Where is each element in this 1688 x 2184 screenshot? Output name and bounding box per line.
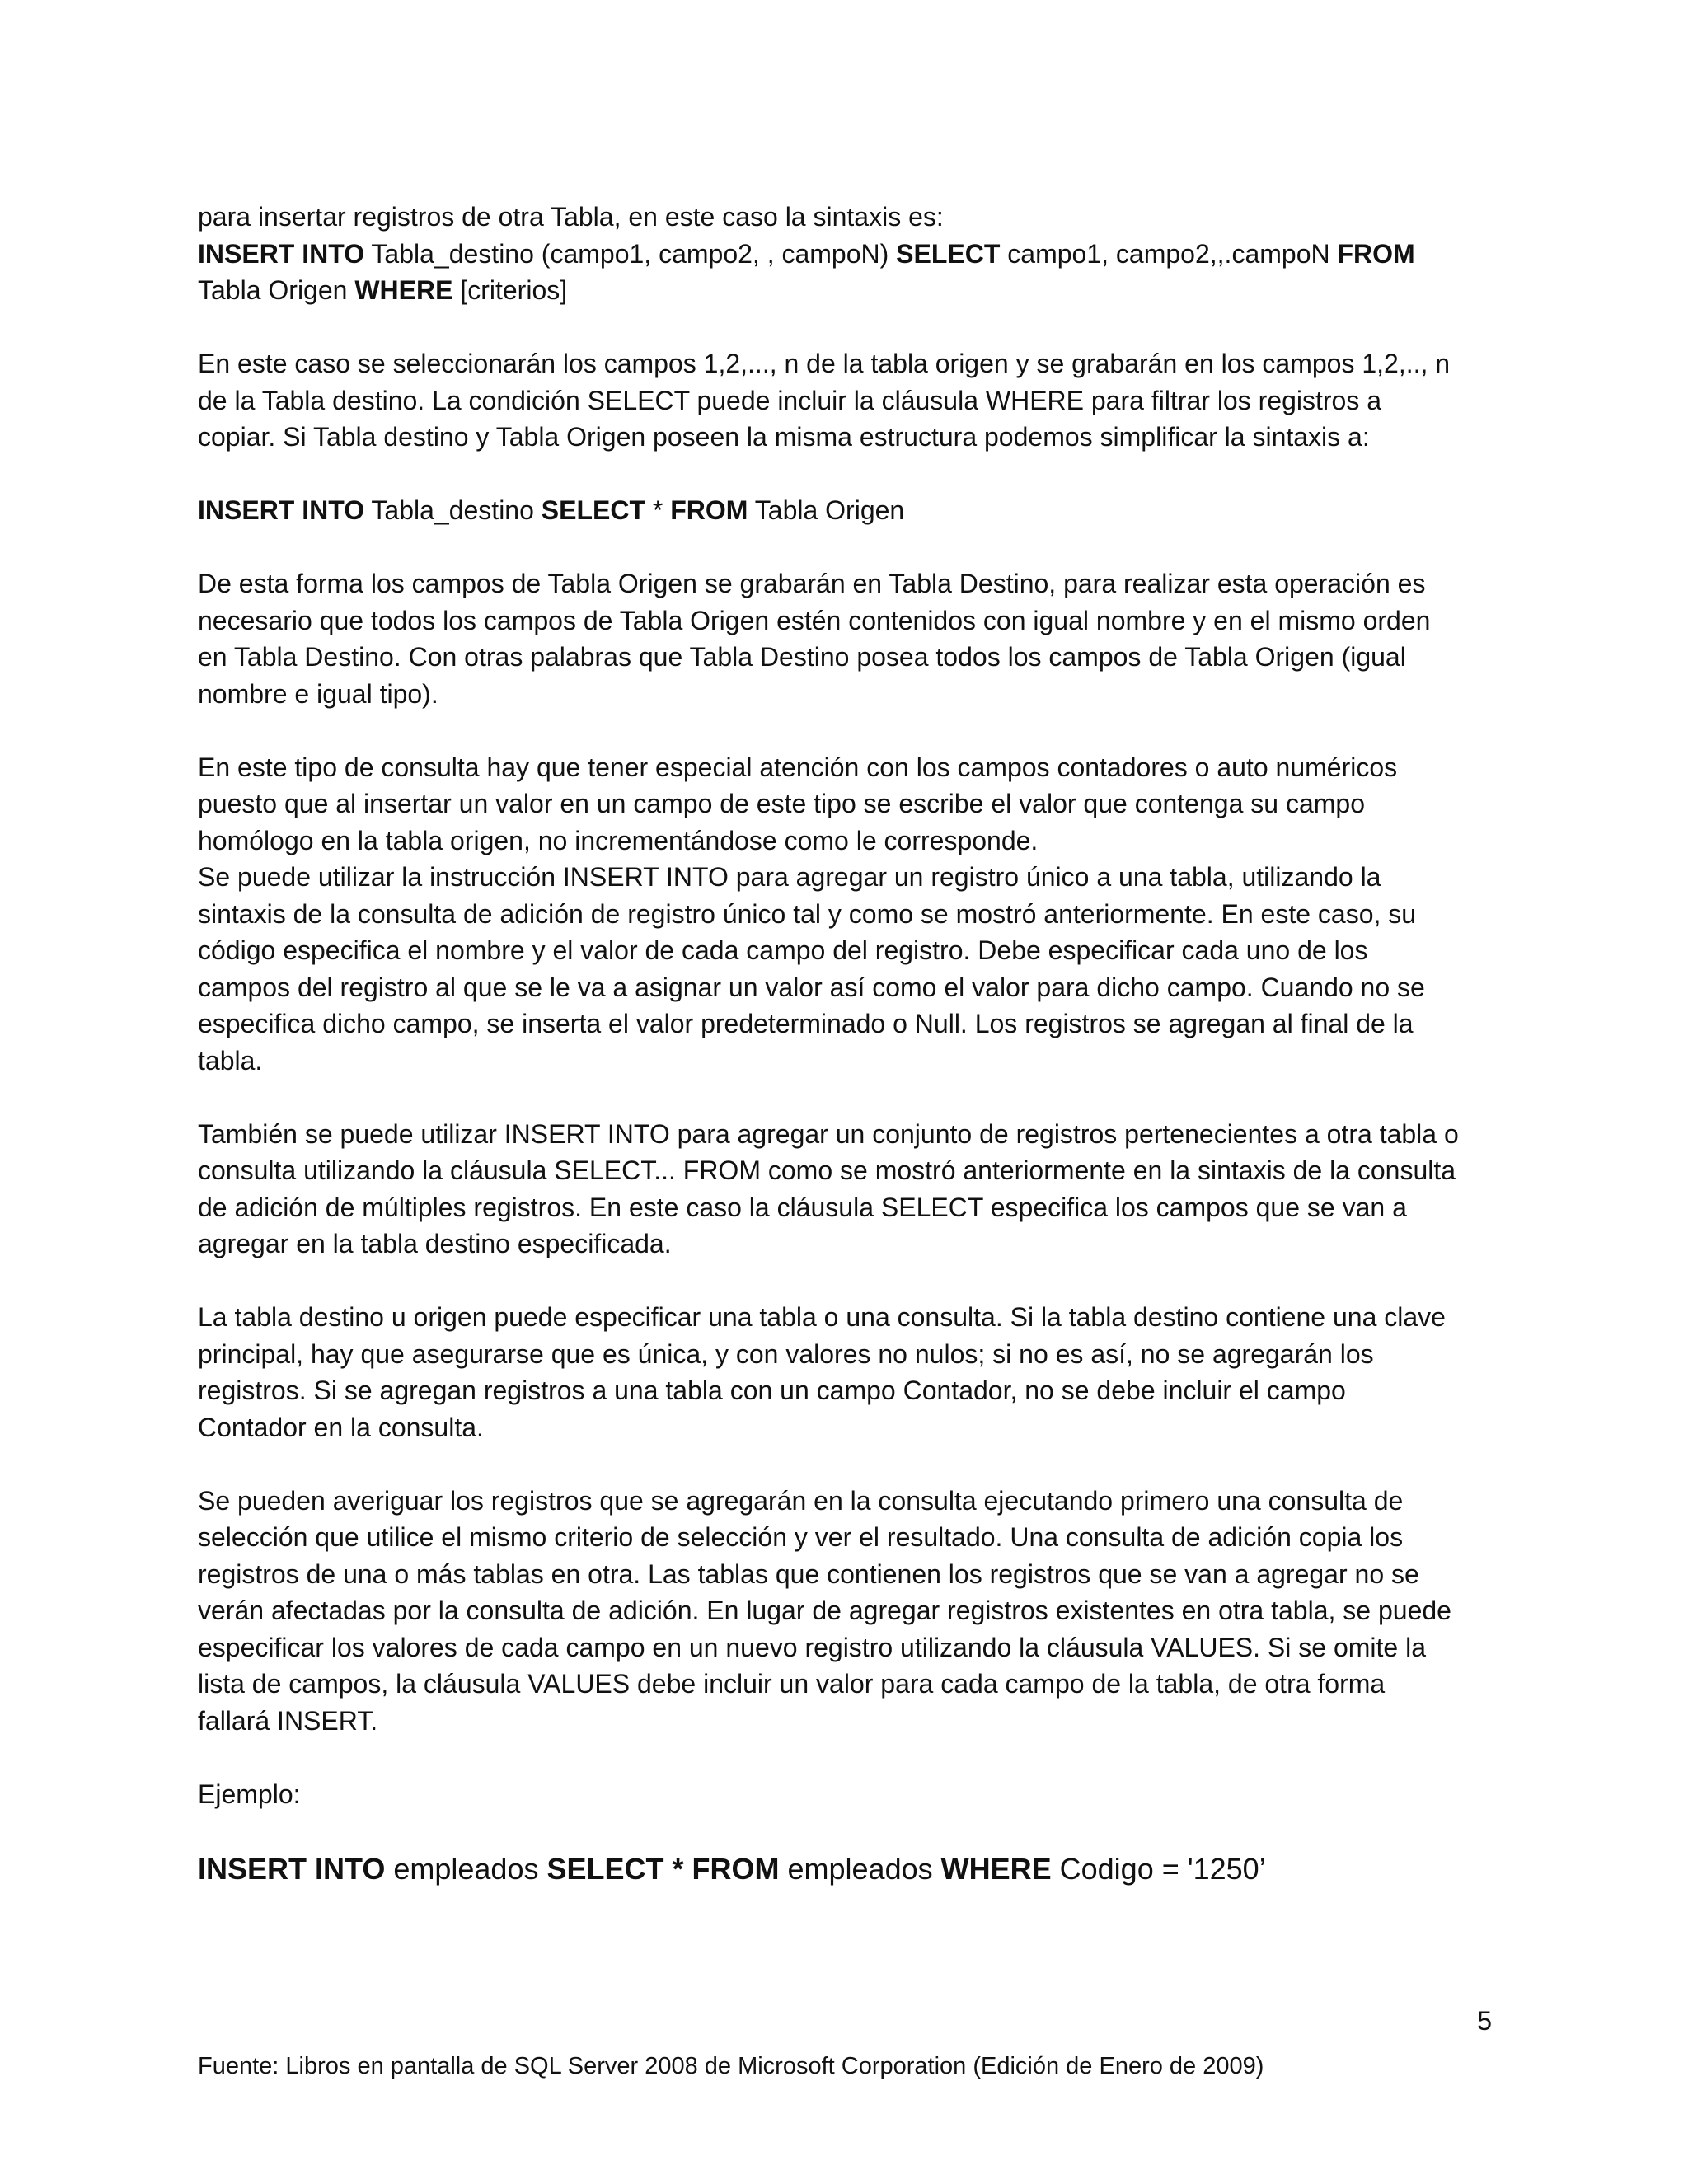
syntax-text: Tabla_destino (campo1, campo2, , campoN) (364, 238, 897, 269)
footer-source: Fuente: Libros en pantalla de SQL Server 2008 de Microsoft Corporation (Edición de Enero de 2009) (198, 2053, 1264, 2079)
syntax-text: * (645, 495, 671, 525)
keyword-where: WHERE (354, 275, 453, 305)
paragraph: También se puede utilizar INSERT INTO para agregar un conjunto de registros pertenecientes a otra tabla o consulta utilizando la cláusula SELECT... FROM como se mostró anteriormente en la sintaxis de la consulta de adición de múltiples registros. En este caso la cláusula SELECT especifica los campos que se van a agregar en la tabla destino especificada. (198, 1118, 1459, 1258)
syntax-text: Tabla Origen (748, 495, 905, 525)
syntax-intro: para insertar registros de otra Tabla, en este caso la sintaxis es: (198, 202, 944, 232)
paragraph: En este tipo de consulta hay que tener especial atención con los campos contadores o auto numéricos puesto que al insertar un valor en un campo de este tipo se escribe el valor que contenga su campo homólogo en la tabla origen, no incrementándose como le corresponde. (198, 752, 1398, 855)
keyword-insert-into: INSERT INTO (198, 495, 365, 525)
paragraph: Se puede utilizar la instrucción INSERT INTO para agregar un registro único a una tabla, utilizando la sintaxis de la consulta de adición de registro único tal y como se mostró anteriormente. En este caso, su código especifica el nombre y el valor de cada campo del registro. Debe especificar cada uno de los campos del registro al que se le va a asignar un valor así como el valor para dicho campo. Cuando no se especifica dicho campo, se inserta el valor predeterminado o Null. Los registros se agregan al final de la tabla. (198, 862, 1425, 1076)
simplified-syntax (198, 492, 1459, 529)
keyword-from: FROM (1337, 238, 1415, 269)
keyword-select: SELECT (541, 495, 646, 525)
query-text: empleados (385, 1851, 547, 1886)
document-body (198, 199, 1459, 1889)
keyword-insert-into: INSERT INTO (198, 1851, 386, 1886)
paragraph: De esta forma los campos de Tabla Origen se grabarán en Tabla Destino, para realizar esta operación es necesario que todos los campos de Tabla Origen estén contenidos con igual nombre y en el mismo orden en Tabla Destino. Con otras palabras que Tabla Destino posea todos los campos de Tabla Origen (igual nombre e igual tipo). (198, 569, 1431, 709)
keyword-where: WHERE (940, 1851, 1052, 1886)
syntax-paragraph (198, 199, 1459, 309)
paragraph: La tabla destino u origen puede especificar una tabla o una consulta. Si la tabla destino contiene una clave principal, hay que asegurarse que es única, y con valores no nulos; si no es así, no se agregarán los registros. Si se agregan registros a una tabla con un campo Contador, no se debe incluir el campo Contador en la consulta. (198, 1302, 1446, 1442)
example-query (198, 1849, 1459, 1889)
paragraph: Se pueden averiguar los registros que se agregarán en la consulta ejecutando primero una consulta de selección que utilice el mismo criterio de selección y ver el resultado. Una consulta de adición copia los registros de una o más tablas en otra. Las tablas que contienen los registros que se van a agregar no se verán afectadas por la consulta de adición. En lugar de agregar registros existentes en otra tabla, se puede especificar los valores de cada campo en un nuevo registro utilizando la cláusula VALUES. Si se omite la lista de campos, la cláusula VALUES debe incluir un valor para cada campo de la tabla, de otra forma fallará INSERT. (198, 1485, 1451, 1736)
query-text: Codigo = '1250’ (1051, 1851, 1266, 1886)
example-label: Ejemplo: (198, 1779, 301, 1809)
syntax-text: Tabla_destino (364, 495, 542, 525)
syntax-text: Tabla Origen (198, 275, 355, 305)
syntax-text: [criterios] (452, 275, 568, 305)
keyword-select-from: SELECT * FROM (546, 1851, 780, 1886)
page-number: 5 (1477, 2006, 1492, 2036)
keyword-from: FROM (670, 495, 748, 525)
paragraph: En este caso se seleccionarán los campos 1,2,..., n de la tabla origen y se grabarán en los campos 1,2,.., n de la Tabla destino. La condición SELECT puede incluir la cláusula WHERE para filtrar los registros a copiar. Si Tabla destino y Tabla Origen poseen la misma estructura podemos simplificar la sintaxis a: (198, 349, 1451, 452)
keyword-insert-into: INSERT INTO (198, 238, 365, 269)
syntax-text: campo1, campo2,,.campoN (1000, 238, 1338, 269)
keyword-select: SELECT (896, 238, 1001, 269)
query-text: empleados (779, 1851, 941, 1886)
